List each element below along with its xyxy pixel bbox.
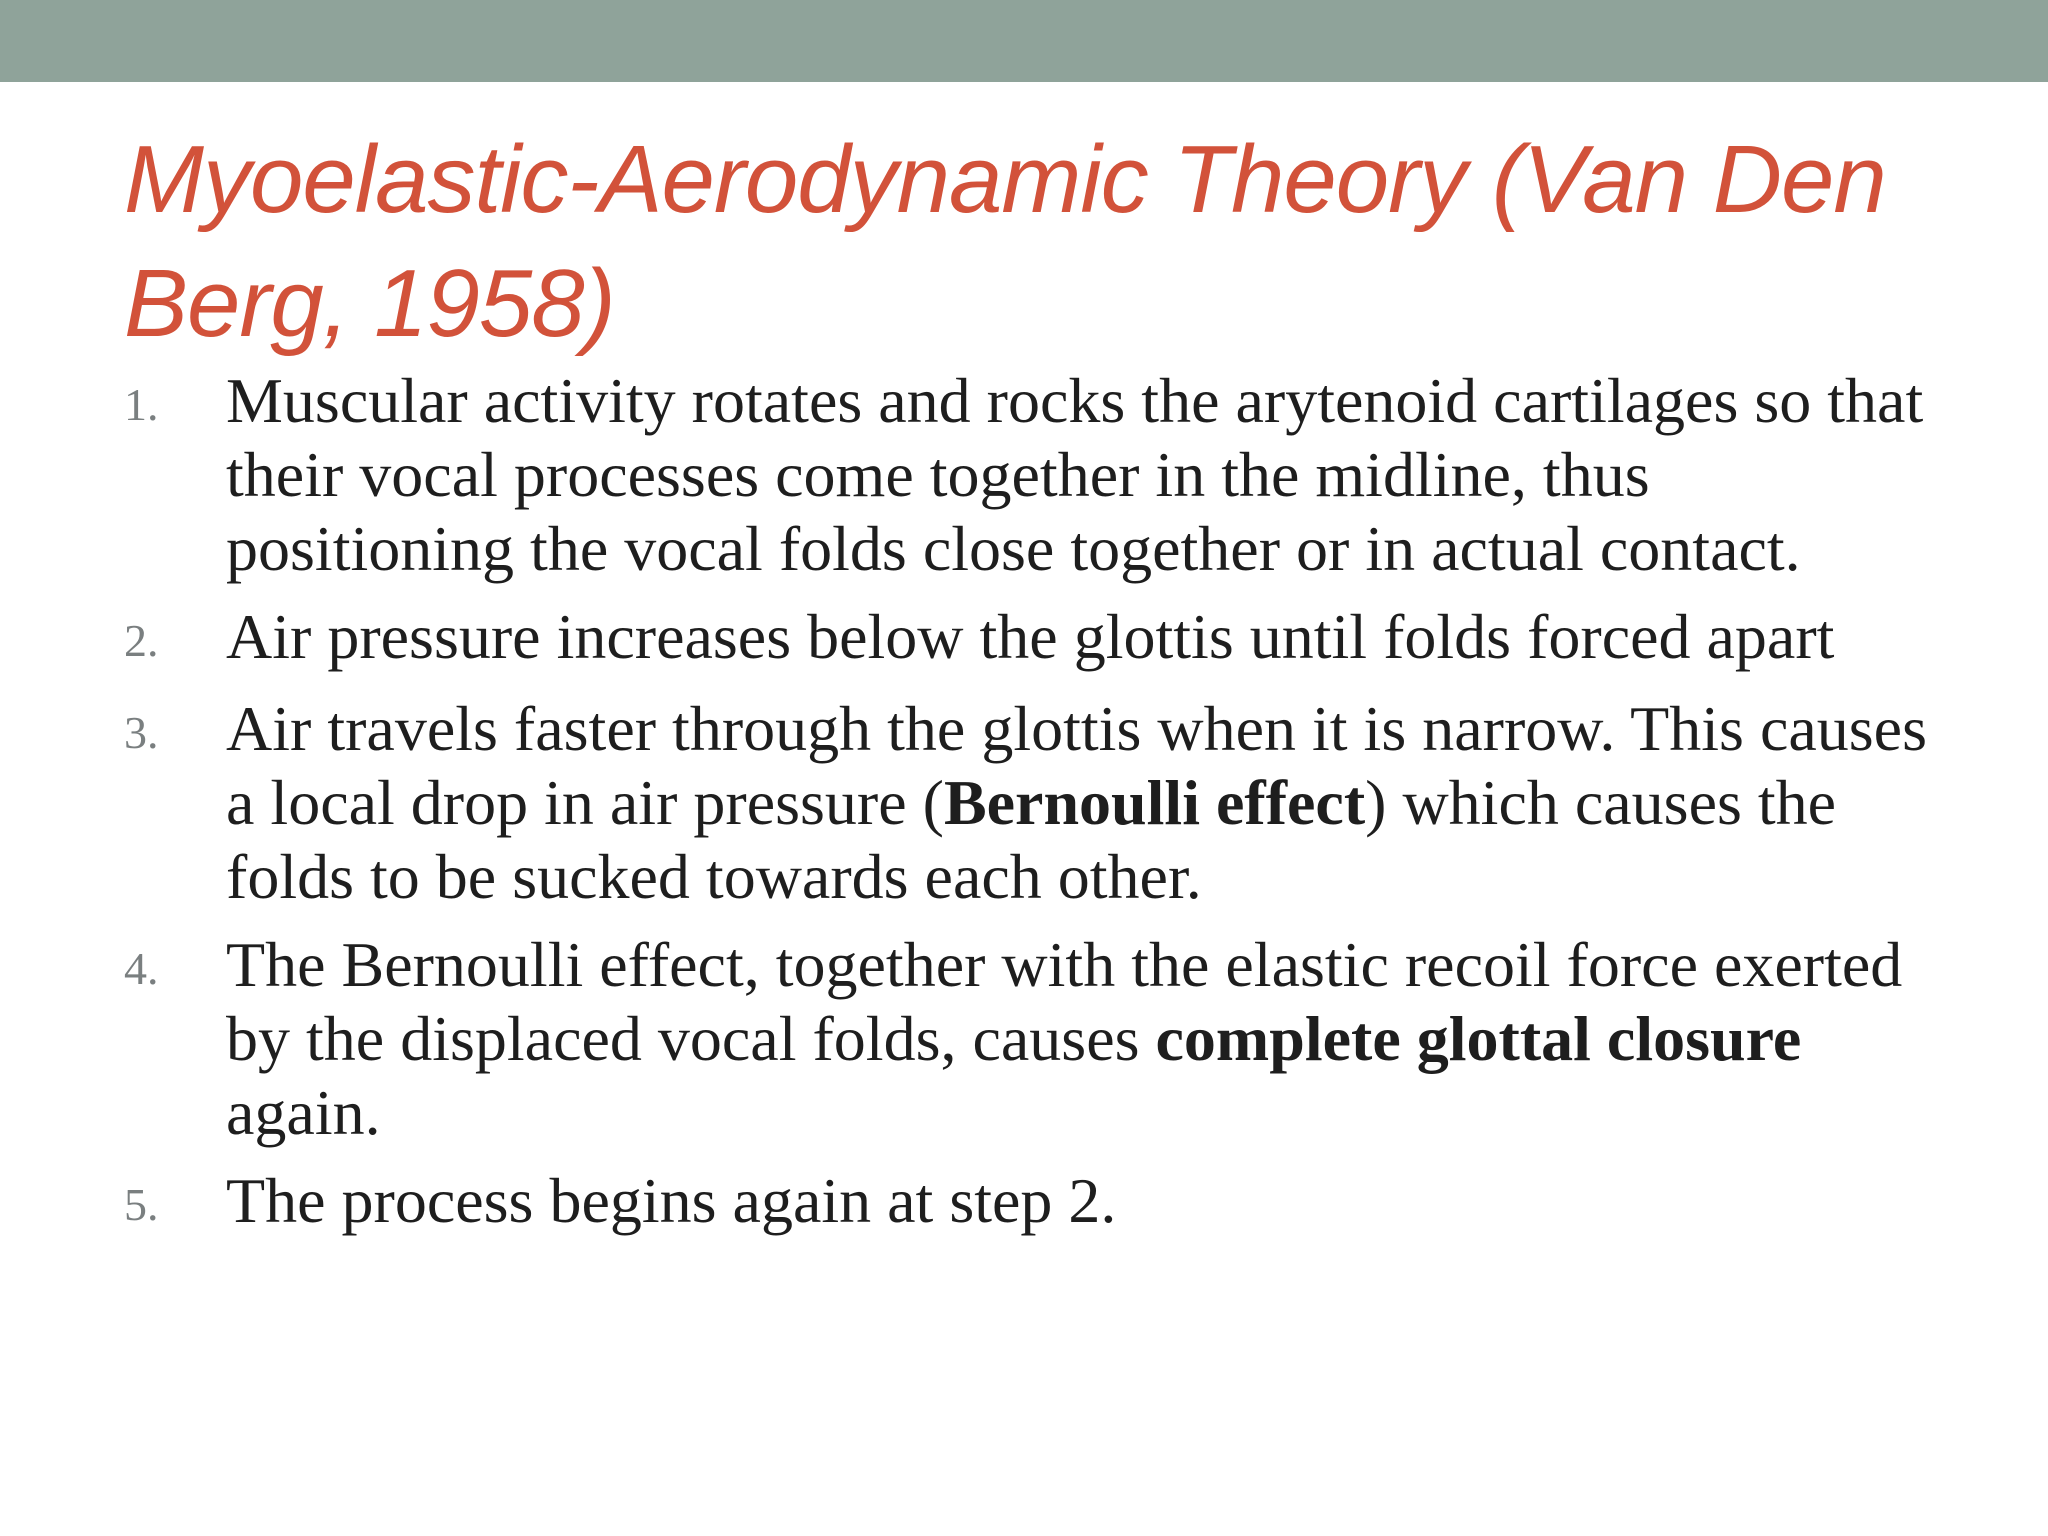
bold-term-complete-glottal-closure: complete glottal closure: [1155, 1003, 1802, 1074]
list-item-4: [124, 928, 1948, 1150]
top-accent-bar: [0, 0, 2048, 82]
list-text: [226, 928, 1948, 1150]
list-text: Air pressure increases below the glottis until folds forced apart: [226, 601, 1835, 672]
list-item-2: [124, 600, 1948, 678]
list-text: Muscular activity rotates and rocks the arytenoid cartilages so that their vocal processes come together in the midline, thus positioning the vocal folds close together or in actual contact.: [226, 365, 1924, 584]
slide-title: Myoelastic-Aerodynamic Theory (Van Den Berg, 1958): [124, 126, 1886, 357]
text-segment: ) which causes the folds to be sucked towards each other.: [226, 767, 1837, 912]
list-number: 1.: [124, 379, 159, 430]
numbered-list: [124, 364, 1948, 1256]
list-item-3: [124, 692, 1948, 914]
list-number: 5.: [124, 1179, 159, 1230]
list-text: [226, 692, 1948, 914]
list-number: 2.: [124, 615, 159, 666]
list-number: 3.: [124, 707, 159, 758]
text-segment: Air travels faster through the glottis when it is narrow. This causes a local drop in air pressure (: [226, 693, 1927, 838]
list-number: 4.: [124, 943, 159, 994]
list-item-5: [124, 1164, 1948, 1242]
text-segment: The Bernoulli effect, together with the elastic recoil force exerted by the displaced vocal folds, causes: [226, 929, 1903, 1074]
text-segment: again.: [226, 1077, 381, 1148]
bold-term-bernoulli-effect: Bernoulli effect: [943, 767, 1366, 838]
list-item-1: [124, 364, 1948, 586]
list-text: The process begins again at step 2.: [226, 1165, 1117, 1236]
